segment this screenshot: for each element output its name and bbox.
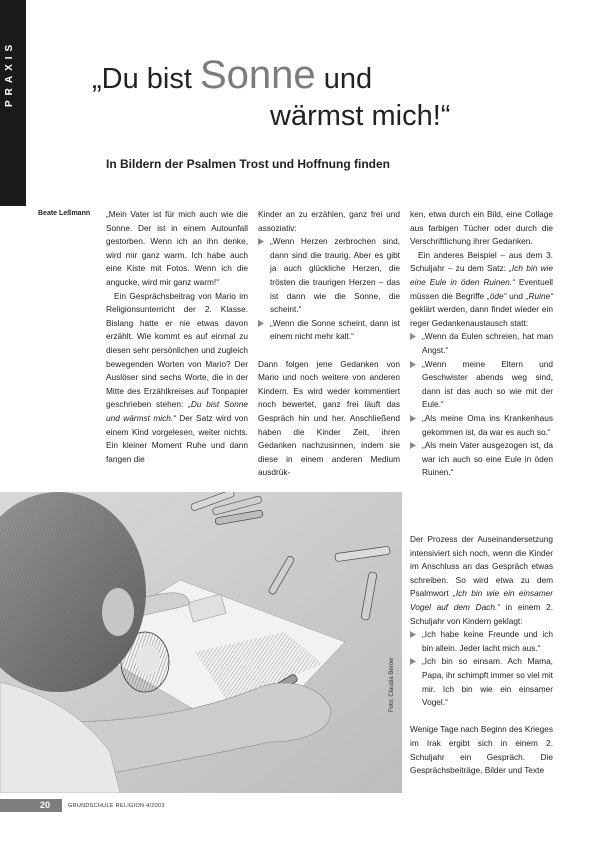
- list-item-text: „Ich habe keine Freunde und ich bin allein. Jeder lacht mich aus.“: [422, 629, 553, 653]
- drawn-face: [136, 645, 160, 675]
- list-item-text: „Wenn die Sonne scheint, dann ist einem nicht mehr kalt.“: [270, 317, 400, 342]
- paragraph: Kinder an zu erzählen, ganz frei und assoziativ:: [258, 209, 400, 233]
- page-number: 20: [40, 800, 51, 810]
- bullet-icon: [410, 658, 416, 665]
- title-sonne: Sonne: [199, 53, 316, 97]
- article-photo: [0, 492, 402, 793]
- text-run: Der Prozess der Auseinandersetzung intensiviert sich noch, wenn die Kinder im Anschluss an das Gespräch etwas schreiben. So wird etwa zu dem Psalmwort: [410, 534, 553, 599]
- photo-illustration: [0, 492, 402, 793]
- list-item: [410, 412, 553, 439]
- text-run: geklärt werden, dann findet wieder ein reger Gedankenaustausch statt:: [410, 304, 553, 328]
- paragraph: [106, 290, 248, 467]
- text-column-3-lower: [410, 533, 553, 778]
- text-run: Ein Gesprächsbeitrag von Mario im Religionsunterricht der 2. Klasse. Bislang hatte er nie etwas davon erzählt. Wie kommt es auf einmal zu diesen sehr persönlichen und zugleich bewegenden Worten von Mario? Der Auslöser sind sechs Worte, die in der Mitte des Erzählkreises auf Tonpapier geschrieben stehen:: [106, 290, 248, 410]
- text-run: und: [506, 290, 526, 301]
- footer-bar: [0, 799, 62, 812]
- quote: „Ich bin wie ein einsamer Vogel auf dem Dach.“: [410, 588, 553, 612]
- list-item: [410, 655, 553, 709]
- paragraph: Dann folgen jene Gedanken von Mario und noch weitere von anderen Kindern. Es wird weder kommentiert noch bewertet, ganz frei läuft das Gespräch hin und her. Anschließend haben die Kinder Zeit, ihren Gedanken nachzusinnen, indem sie diese in einem anderen Medium ausdrük-: [258, 358, 400, 478]
- section-label: PRAXIS: [4, 39, 15, 107]
- bullet-icon: [410, 415, 416, 422]
- title-line-1: [92, 53, 512, 98]
- title-part-1: „Du bist: [92, 63, 200, 95]
- list-item: [410, 358, 553, 412]
- author-name: Beate Leßmann: [38, 210, 91, 217]
- list-item-text: „Wenn meine Eltern und Geschwister abends weg sind, dann ist das auch so wie mit der Eule.“: [422, 358, 553, 410]
- bullet-icon: [410, 442, 416, 449]
- list-item: [410, 330, 553, 357]
- photo-credit: Foto: Claudia Berow: [389, 657, 395, 712]
- bullet-icon: [258, 238, 264, 245]
- title-line-2: wärmst mich!“: [270, 100, 451, 132]
- text-run: in einem 2. Schuljahr von Kindern geklagt:: [410, 601, 553, 626]
- list-item-text: „Wenn Herzen zerbrochen sind, dann sind die traurig. Aber es gibt ja auch glückliche Herzen, die trösten die traurigen Herzen – das ist dann wie die Sonne, die scheint.“: [270, 236, 400, 315]
- quote-list: [410, 330, 553, 480]
- paragraph: „Mein Vater ist für mich auch wie die Sonne. Der ist in einem Autounfall gestorben. Wenn ich an ihn denke, wird mir ganz warm. Ich habe auch eine Kiste mit Fotos. Wenn ich die angucke, wird mir ganz warm!“: [106, 209, 248, 287]
- list-item-text: „Ich bin so einsam. Ach Mama, Papa, ihr schimpft immer so viel mit mir. Ich bin wie ein einsamer Vogel.“: [422, 656, 553, 708]
- paragraph: [410, 249, 553, 331]
- title-part-2: und: [315, 63, 373, 95]
- quote: „Du bist Sonne und wärmst mich.“: [106, 399, 248, 423]
- quote: „öde“: [486, 290, 507, 301]
- paragraph: [410, 533, 553, 628]
- journal-name: GRUNDSCHULE RELIGION 4/2003: [68, 803, 165, 809]
- article-title: [92, 53, 512, 134]
- bullet-icon: [258, 320, 264, 327]
- text-run: Eventuell müssen die Begriffe: [410, 276, 554, 301]
- text-column-2: [258, 208, 400, 480]
- list-item-text: „Wenn da Eulen schreien, hat man Angst.“: [422, 331, 553, 355]
- text-column-3: [410, 208, 553, 480]
- list-item-text: „Als meine Oma ins Krankenhaus gekommen ist, da war es auch so.“: [422, 412, 553, 437]
- list-item: [258, 317, 400, 344]
- paragraph: ken, etwa durch ein Bild, eine Collage aus farbigen Tücher oder durch die Verschriftlichung ihrer Gedanken.: [410, 209, 553, 247]
- text-run: Der Satz wird von einem Kind vorgelesen, weiter nichts. Ein kleiner Moment Ruhe und dann fangen die: [106, 412, 248, 464]
- article-subtitle: In Bildern der Psalmen Trost und Hoffnung finden: [106, 157, 391, 171]
- text-run: Ein anderes Beispiel – aus dem 3. Schuljahr – zu dem Satz:: [410, 249, 553, 274]
- list-item: [410, 628, 553, 655]
- quote: „Ruine“: [525, 290, 553, 301]
- quote-list: [258, 235, 400, 344]
- list-item: [410, 439, 553, 480]
- quote-list: [410, 628, 553, 710]
- list-item-text: „Als mein Vater ausgezogen ist, da war ich auch so eine Eule in öden Ruinen.“: [422, 440, 553, 478]
- text-column-1: [106, 208, 248, 466]
- bullet-icon: [410, 631, 416, 638]
- bullet-icon: [410, 361, 416, 368]
- bullet-icon: [410, 333, 416, 340]
- list-item: [258, 235, 400, 317]
- child-ear: [102, 588, 134, 636]
- paragraph: Wenige Tage nach Beginn des Krieges im Irak ergibt sich in einem 2. Schuljahr ein Gespräch. Die Gesprächsbeiträge, Bilder und Texte: [410, 724, 553, 776]
- quote: „Ich bin wie eine Eule in öden Ruinen.“: [410, 263, 553, 287]
- section-sidebar: [0, 0, 26, 206]
